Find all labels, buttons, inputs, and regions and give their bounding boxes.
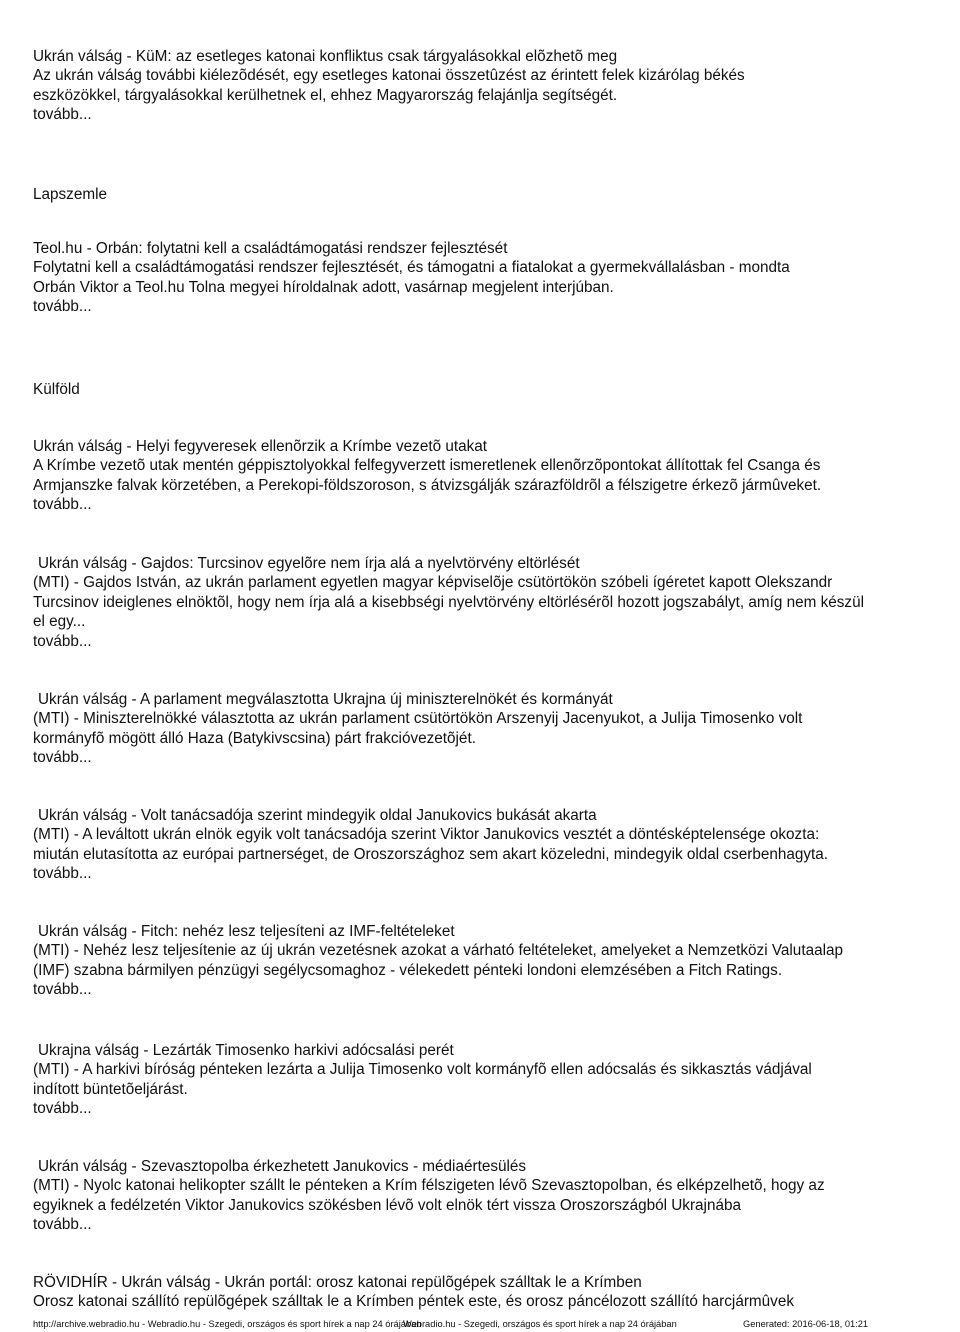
news-text-line: Orbán Viktor a Teol.hu Tolna megyei híroldalnak adott, vasárnap megjelent interjúban. xyxy=(33,278,614,296)
page-footer xyxy=(33,1318,933,1330)
news-text-line: (MTI) - Nehéz lesz teljesítenie az új ukrán vezetésnek azokat a várható feltételeket, amelyeket a Nemzetközi Valutaalap xyxy=(33,942,843,960)
news-item xyxy=(33,1273,933,1312)
news-text-line: eszközökkel, tárgyalásokkal kerülhetnek el, ehhez Magyarország felajánlja segítségét. xyxy=(33,86,618,104)
news-title: Ukrán válság - Helyi fegyveresek ellenõrzik a Krímbe vezetõ utakat xyxy=(33,438,488,455)
news-title: Ukrán válság - Gajdos: Turcsinov egyelõre nem írja alá a nyelvtörvény eltörlését xyxy=(38,555,580,572)
read-more-link[interactable]: tovább... xyxy=(33,298,92,316)
news-item xyxy=(33,922,933,1000)
news-text-line: (MTI) - Gajdos István, az ukrán parlament egyetlen magyar képviselõje csütörtökön szóbeli ígéretet kapott Olekszandr xyxy=(33,574,833,592)
news-text-line: Turcsinov ideiglenes elnöktõl, hogy nem írja alá a kisebbségi nyelvtörvény eltörlésérõl hozott jogszabályt, amíg nem készül xyxy=(33,593,864,611)
read-more-link[interactable]: tovább... xyxy=(33,496,92,514)
news-title: Ukrán válság - Szevasztopolba érkezhetett Janukovics - médiaértesülés xyxy=(38,1158,527,1175)
news-text-line: Az ukrán válság további kiélezõdését, egy esetleges katonai összetûzést az érintett felek kizárólag békés xyxy=(33,67,745,85)
read-more-link[interactable]: tovább... xyxy=(33,865,92,883)
news-item xyxy=(33,1041,933,1119)
footer-site-text: Webradio.hu - Szegedi, országos és sport hírek a nap 24 órájában xyxy=(403,1319,677,1329)
news-title: RÖVIDHÍR - Ukrán válság - Ukrán portál: orosz katonai repülõgépek szálltak le a Krímben xyxy=(33,1274,642,1291)
news-text-line: (MTI) - A harkivi bíróság pénteken lezárta a Julija Timosenko volt kormányfõ ellen adócsalás és sikkasztás vádjával xyxy=(33,1061,812,1079)
section-heading-lapszemle: Lapszemle xyxy=(33,186,107,203)
news-title: Ukrán válság - Volt tanácsadója szerint mindegyik oldal Janukovics bukását akarta xyxy=(38,807,597,824)
news-item xyxy=(33,554,933,651)
news-item xyxy=(33,690,933,768)
news-text-line: Armjanszke falvak körzetében, a Perekopi-földszoroson, s átvizsgálják szárazföldrõl a félszigetre érkezõ jármûveket. xyxy=(33,476,822,494)
news-text-line: indított büntetõeljárást. xyxy=(33,1080,188,1098)
news-text-line: Orosz katonai szállító repülõgépek szálltak le a Krímben péntek este, és orosz páncélozott szállító harcjármûvek xyxy=(33,1293,794,1311)
news-text-line: (MTI) - Miniszterelnökké választotta az ukrán parlament csütörtökön Arszenyij Jacenyukot, a Julija Timosenko volt xyxy=(33,710,803,728)
footer-url-text: http://archive.webradio.hu - Webradio.hu - Szegedi, országos és sport hírek a nap 24 órájában xyxy=(33,1319,422,1329)
news-item xyxy=(33,806,933,884)
news-text-line: egyiknek a fedélzetén Viktor Janukovics szökésben lévõ volt elnök tért vissza Oroszországból Ukrajnába xyxy=(33,1196,741,1214)
section-heading-kulfold: Külföld xyxy=(33,381,80,398)
news-text-line: (MTI) - Nyolc katonai helikopter szállt le pénteken a Krím félszigeten lévõ Szevasztopolban, és elképzelhetõ, hogy az xyxy=(33,1177,825,1195)
read-more-link[interactable]: tovább... xyxy=(33,632,92,650)
read-more-link[interactable]: tovább... xyxy=(33,106,92,124)
news-item xyxy=(33,47,933,125)
footer-generated-text: Generated: 2016-06-18, 01:21 xyxy=(743,1319,869,1329)
read-more-link[interactable]: tovább... xyxy=(33,1100,92,1118)
news-title: Ukrán válság - A parlament megválasztotta Ukrajna új miniszterelnökét és kormányát xyxy=(38,691,613,708)
news-item xyxy=(33,437,933,515)
news-text-line: Folytatni kell a családtámogatási rendszer fejlesztését, és támogatni a fiatalokat a gyermekvállalásban - mondta xyxy=(33,259,790,277)
read-more-link[interactable]: tovább... xyxy=(33,1216,92,1234)
news-text-line: (MTI) - A leváltott ukrán elnök egyik volt tanácsadója szerint Viktor Janukovics vesztét a döntésképtelensége okozta: xyxy=(33,826,820,844)
read-more-link[interactable]: tovább... xyxy=(33,749,92,767)
news-text-line: (IMF) szabna bármilyen pénzügyi segélycsomaghoz - vélekedett pénteki londoni elemzésében a Fitch Ratings. xyxy=(33,961,783,979)
news-title: Ukrán válság - Fitch: nehéz lesz teljesíteni az IMF-feltételeket xyxy=(38,923,455,940)
news-text-line: A Krímbe vezetõ utak mentén géppisztolyokkal felfegyverzett ismeretlenek ellenõrzõpontokat állítottak fel Csanga és xyxy=(33,457,821,475)
news-item xyxy=(33,239,933,317)
news-text-line: el egy... xyxy=(33,613,86,631)
news-text-line: kormányfõ mögött álló Haza (Batykivscsina) párt frakcióvezetõjét. xyxy=(33,729,476,747)
news-item xyxy=(33,1157,933,1235)
news-title: Ukrán válság - KüM: az esetleges katonai konfliktus csak tárgyalásokkal elõzhetõ meg xyxy=(33,48,618,65)
read-more-link[interactable]: tovább... xyxy=(33,981,92,999)
news-text-line: miután elutasította az európai partnerséget, de Oroszországhoz sem akart közeledni, mindegyik oldal cserbenhagyta. xyxy=(33,845,829,863)
news-title: Ukrajna válság - Lezárták Timosenko harkivi adócsalási perét xyxy=(38,1042,454,1059)
news-title: Teol.hu - Orbán: folytatni kell a családtámogatási rendszer fejlesztését xyxy=(33,240,508,257)
